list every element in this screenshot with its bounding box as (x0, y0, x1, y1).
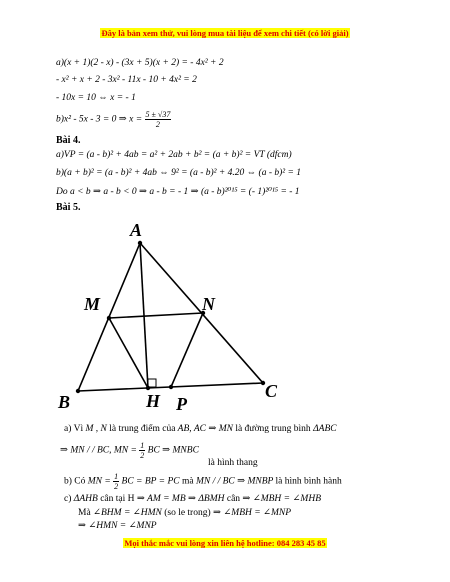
label-C: C (265, 381, 278, 401)
sol-b-ma: mà (181, 476, 194, 487)
eq-a-line1: a)(x + 1)(2 - x) - (3x + 5)(x + 2) = - 4x² + 2 (56, 58, 224, 68)
sol-b-line (64, 472, 342, 491)
sol-c2-math: ∠BHM = ∠HMN (93, 508, 162, 518)
segment-NP (171, 313, 203, 387)
sol-c1-can: cân (226, 494, 241, 504)
preview-notice-banner: Đây là bản xem thử, vui lòng mua tài liệu để xem chi tiết (có lời giải) (101, 28, 349, 38)
bai4-line-a: a)VP = (a - b)² + 4ab = a² + 2ab + b² = (a + b)² = VT (dfcm) (56, 150, 292, 160)
sol-a-line1 (64, 423, 337, 434)
bai4-heading: Bài 4. (56, 135, 81, 146)
label-A: A (130, 220, 143, 240)
sol-b-lhs: MN = (87, 476, 111, 487)
sol-c-line1 (64, 493, 321, 504)
sol-a-line3: là hình thang (208, 458, 258, 468)
point-M (107, 316, 111, 320)
sol-c-line3: ⇒ ∠HMN = ∠MNP (78, 521, 157, 531)
label-M: M (84, 294, 101, 314)
sol-a2-denominator: 2 (140, 451, 145, 460)
sol-b-denominator: 2 (114, 482, 119, 491)
sol-c2-end: ⇒ ∠MBH = ∠MNP (213, 508, 292, 518)
sol-c1-triangle: ΔAHB (73, 494, 98, 504)
sol-a-points: M , N (85, 424, 107, 434)
sol-b-parallel: MN / / BC ⇒ MNBP (195, 476, 274, 487)
sol-c1-math: ⇒ AM = MB ⇒ ΔBMH (136, 494, 225, 504)
bai5-heading: Bài 5. (56, 202, 81, 213)
sol-a-prefix: a) Vì (64, 424, 84, 434)
label-N: N (202, 294, 215, 314)
label-H: H (146, 391, 161, 411)
sol-b-fraction (113, 472, 119, 491)
label-P: P (176, 394, 187, 414)
sol-b-numerator: 1 (114, 472, 119, 481)
segment-MN (109, 313, 203, 318)
sol-c1-text: cân tại H (100, 494, 135, 504)
sol-c1-end: ⇒ ∠MBH = ∠MHB (242, 494, 321, 504)
point-A (138, 241, 142, 245)
bai4-line-b: b)(a + b)² = (a - b)² + 4ab ⇔ 9² = (a - b)² + 4.20 ⇔ (a - b)² = 1 (56, 168, 302, 178)
point-B (76, 389, 80, 393)
sol-a-sides: AB, AC ⇒ MN (177, 424, 233, 434)
point-P (169, 385, 173, 389)
eq-a-line3: - 10x = 10 ⇔ x = - 1 (56, 93, 136, 103)
hotline-banner: Mọi thắc mắc vui lòng xin liên hệ hotline: 084 283 45 85 (124, 538, 326, 548)
sol-a-triangle: ΔABC (313, 424, 337, 434)
sol-b-tail: là hình bình hành (275, 476, 342, 487)
sol-a-tail: là đường trung bình (235, 424, 311, 434)
point-H (146, 386, 150, 390)
sol-a2-numerator: 1 (140, 441, 145, 450)
bai4-line-c: Do a < b ⇒ a - b < 0 ⇒ a - b = - 1 ⇒ (a - b)²⁰¹⁵ = (- 1)²⁰¹⁵ = - 1 (56, 187, 300, 197)
sol-a-mid-text: là trung điểm của (109, 424, 176, 434)
sol-a2-rhs: BC ⇒ MNBC (147, 445, 199, 456)
eq-b-lhs: b)x² - 5x - 3 = 0 ⇒ x = (56, 114, 143, 125)
sol-c-line2 (78, 507, 291, 518)
eq-a-line2: - x² + x + 2 - 3x² - 11x - 10 + 4x² = 2 (56, 75, 197, 85)
sol-a2-lhs: ⇒ MN / / BC, MN = (60, 445, 137, 456)
label-B: B (58, 392, 71, 412)
sol-b-prefix: b) Có (64, 476, 86, 487)
sol-c2-ma: Mà (78, 508, 91, 518)
eq-b-denominator: 2 (155, 120, 160, 129)
right-angle-marker (148, 379, 156, 387)
sol-c1-prefix: c) (64, 494, 72, 504)
sol-a2-fraction (139, 441, 145, 460)
sol-c2-paren: (so le trong) (164, 508, 211, 518)
sol-a-line2 (60, 441, 199, 460)
eq-b-numerator: 5 ± √37 (145, 110, 171, 119)
segment-MH (109, 318, 148, 388)
sol-b-rhs: BC = BP = PC (121, 476, 180, 487)
